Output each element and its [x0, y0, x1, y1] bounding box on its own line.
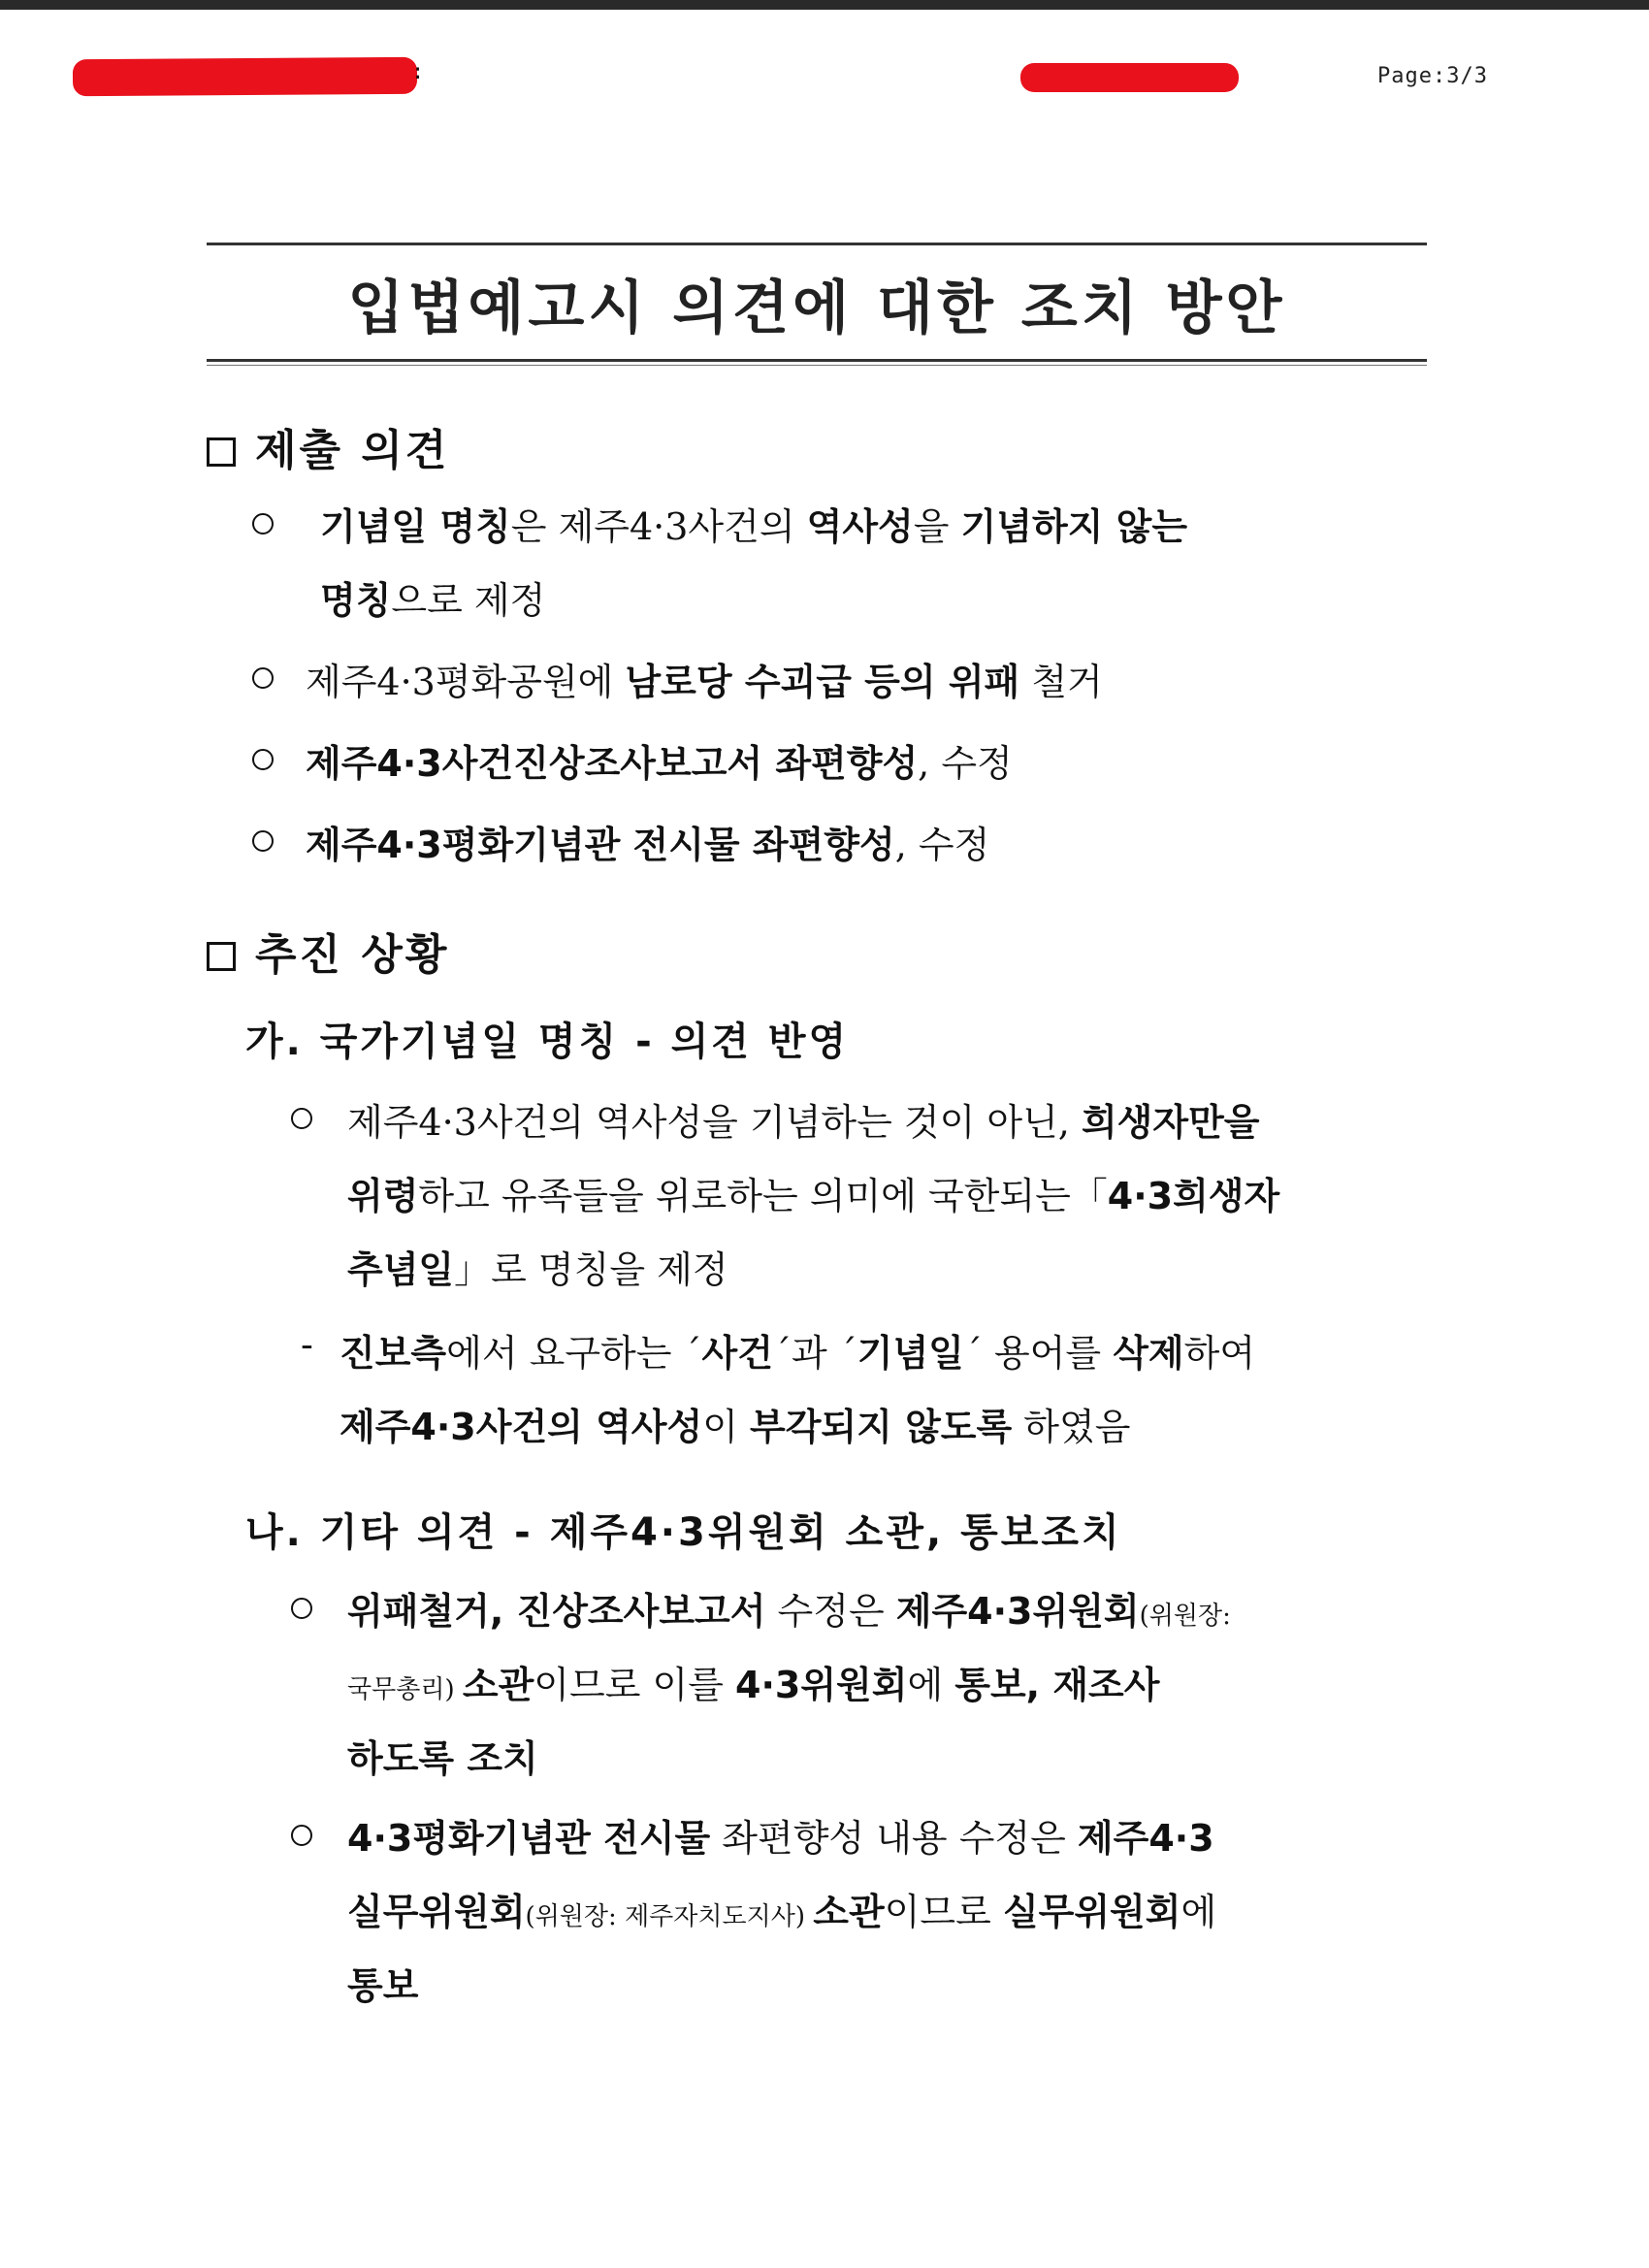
bold-text-run: 명칭	[320, 579, 392, 622]
bold-text-run: 하도록 조치	[347, 1737, 538, 1780]
text-run: , 수정	[894, 824, 990, 866]
progress-a-dash-line-2	[340, 1397, 1130, 1450]
text-run: 하여	[1183, 1332, 1256, 1375]
bold-text-run: 희생자만을	[1081, 1101, 1260, 1144]
document-title: 입법예고시 의견에 대한 조치 방안	[347, 275, 1286, 342]
progress-a-dash-line-1	[340, 1323, 1255, 1377]
bold-text-run: 4·3희생자	[1107, 1175, 1280, 1217]
text-run: ´ 용어를	[963, 1332, 1114, 1375]
text-run: 」로 명칭을 제정	[454, 1248, 728, 1291]
text-run: 철거	[1019, 661, 1103, 703]
progress-a-line-1	[347, 1092, 1260, 1146]
text-run: 에	[1180, 1891, 1217, 1933]
section-heading-submitted-opinions	[207, 415, 449, 477]
redaction-mark	[1020, 63, 1239, 92]
bold-text-run: 실무위원회	[1002, 1891, 1181, 1933]
bold-text-run: 4·3위원회	[735, 1664, 908, 1706]
bold-text-run: 기념일 명칭	[320, 505, 511, 548]
bold-text-run: 4·3평화기념관 전시물	[347, 1817, 711, 1860]
bold-text-run: 제주4·3위원회	[895, 1590, 1140, 1633]
text-run: 국무총리)	[347, 1675, 463, 1704]
title-rule-bottom	[207, 359, 1427, 362]
text-run: (위원장: 제주자치도지사)	[525, 1902, 814, 1931]
text-run: 제주4·3평화공원에	[306, 661, 626, 703]
bold-text-run: 소관	[462, 1664, 534, 1706]
progress-b2-line-3	[347, 1956, 418, 2009]
circle-bullet-icon	[252, 667, 274, 689]
progress-b1-line-1	[347, 1581, 1231, 1635]
text-run: 으로 제정	[391, 579, 546, 622]
title-rule-top	[207, 243, 1427, 245]
progress-b2-line-1	[347, 1808, 1214, 1862]
progress-b1-line-3	[347, 1729, 538, 1782]
bold-text-run: 기념하지 않는	[960, 505, 1188, 548]
progress-a-line-3	[347, 1240, 728, 1293]
checkbox-square-icon	[207, 942, 236, 971]
scan-top-edge	[0, 0, 1649, 10]
bold-text-run: 부각되지 않도록	[750, 1406, 1013, 1448]
bold-text-run: 제주4·3평화기념관 전시물 좌편향성	[306, 824, 895, 866]
circle-bullet-icon	[252, 830, 274, 852]
checkbox-square-icon	[207, 437, 236, 467]
bold-text-run: 기념일	[857, 1332, 964, 1375]
bold-text-run: 통보, 재조사	[954, 1664, 1160, 1706]
progress-b2-line-2	[347, 1882, 1216, 1935]
text-run: 하고 유족들을 위로하는 의미에 국한되는「	[418, 1175, 1108, 1217]
bold-text-run: 위령	[347, 1175, 419, 1217]
text-run: 에서 요구하는 ´	[446, 1332, 702, 1375]
text-run: ´과 ´	[772, 1332, 857, 1375]
text-run: 하였음	[1012, 1406, 1131, 1448]
opinion-1-line-2	[320, 570, 545, 624]
text-run: 제주4·3사건의 역사성을 기념하는 것이 아닌,	[347, 1101, 1082, 1144]
circle-bullet-icon	[291, 1598, 312, 1619]
bold-text-run: 역사성	[806, 505, 914, 548]
section-heading-text: 추진 상황	[255, 930, 450, 980]
circle-bullet-icon	[291, 1108, 312, 1129]
page-number: Page:3/3	[1377, 64, 1488, 88]
text-run: (위원장:	[1139, 1602, 1231, 1631]
bold-text-run: 삭제	[1113, 1332, 1184, 1375]
bold-text-run: 사건	[701, 1332, 773, 1375]
opinion-3-line-1	[306, 733, 1013, 787]
text-run: 이므로	[884, 1891, 1003, 1933]
header-colon: :	[411, 60, 425, 84]
opinion-2-line-1	[306, 652, 1103, 705]
bold-text-run: 소관	[813, 1891, 885, 1933]
circle-bullet-icon	[252, 749, 274, 770]
text-run: 이므로 이를	[534, 1664, 735, 1706]
text-run: 은 제주4·3사건의	[510, 505, 807, 548]
subheading-national-memorial-day: 가. 국가기념일 명칭 - 의견 반영	[245, 1020, 850, 1064]
subheading-other-opinions: 나. 기타 의견 - 제주4·3위원회 소관, 통보조치	[245, 1510, 1122, 1555]
text-run: 에	[907, 1664, 955, 1706]
bold-text-run: 제주4·3사건진상조사보고서 좌편향성	[306, 742, 919, 785]
opinion-4-line-1	[306, 815, 989, 868]
circle-bullet-icon	[291, 1825, 312, 1846]
text-run: 수정은	[765, 1590, 896, 1633]
dash-bullet: -	[301, 1323, 313, 1366]
redaction-mark	[73, 57, 417, 96]
progress-b1-line-2	[347, 1655, 1159, 1708]
text-run: 좌편향성 내용 수정은	[710, 1817, 1078, 1860]
bold-text-run: 제주4·3	[1077, 1817, 1214, 1860]
circle-bullet-icon	[252, 513, 274, 535]
section-heading-text: 제출 의견	[255, 426, 450, 475]
progress-a-line-2	[347, 1166, 1279, 1219]
text-run: , 수정	[918, 742, 1013, 785]
bold-text-run: 추념일	[347, 1248, 455, 1291]
bold-text-run: 위패철거, 진상조사보고서	[347, 1590, 766, 1633]
text-run: 이	[702, 1406, 751, 1448]
text-run: 을	[913, 505, 961, 548]
bold-text-run: 통보	[347, 1964, 419, 2007]
bold-text-run: 남로당 수괴급 등의 위패	[625, 661, 1020, 703]
opinion-1-line-1	[320, 497, 1187, 550]
bold-text-run: 실무위원회	[347, 1891, 526, 1933]
bold-text-run: 진보측	[340, 1332, 447, 1375]
section-heading-progress	[207, 920, 449, 982]
bold-text-run: 제주4·3사건의 역사성	[340, 1406, 703, 1448]
